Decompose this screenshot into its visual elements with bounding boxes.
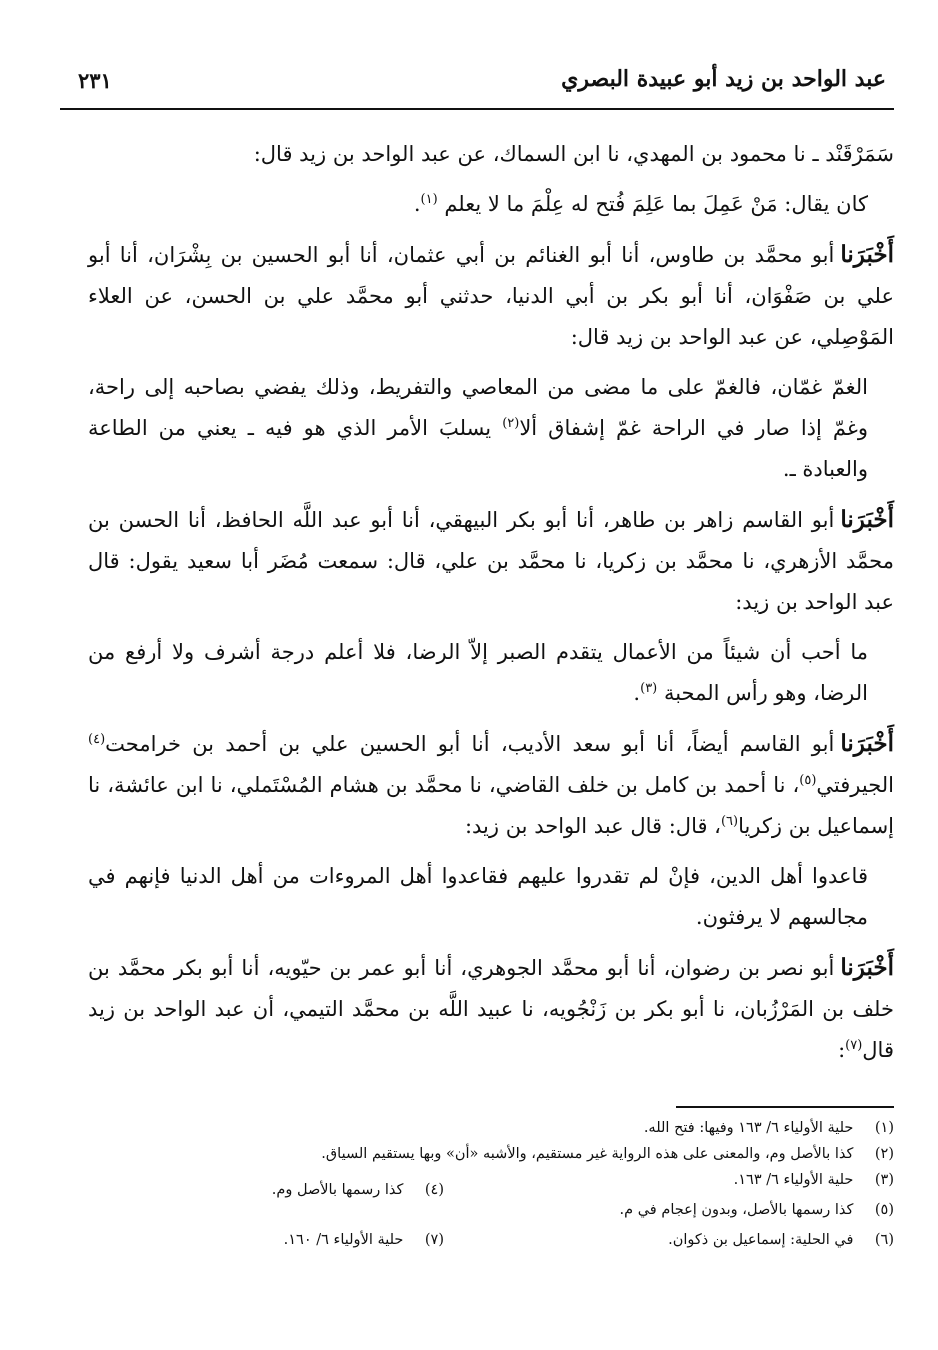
paragraph-text: ، نا أحمد بن كامل بن خلف القاضي، نا محمَّد بن هشام المُسْتَملي، نا ابن عائشة، نا إسماعيل بن زكريا xyxy=(88,773,894,838)
footnote-item xyxy=(321,1146,894,1162)
punctuation: . xyxy=(633,681,641,705)
paragraph-text: يسلبَ الأمر الذي هو فيه ـ يعني من الطاعة والعبادة ـ. xyxy=(88,416,868,481)
running-title: عبد الواحد بن زيد أبو عبيدة البصري xyxy=(561,66,886,92)
footnote-ref[interactable]: (٦) xyxy=(720,814,739,829)
main-text xyxy=(88,134,894,1080)
paragraph-text: الغمّ غمّان، فالغمّ على ما مضى من المعاصي والتفريط، وذلك يفضي بصاحبه إلى راحة، وغمّ إذا صار في الراحة غمّ إشفاق ألا xyxy=(88,375,868,440)
footnote-ref[interactable]: (٤) xyxy=(88,732,106,747)
footnote-number: (٢) xyxy=(874,1146,894,1162)
footnote-ref[interactable]: (٥) xyxy=(799,773,817,788)
isnad-paragraph xyxy=(88,234,894,358)
footnote-number: (٧) xyxy=(424,1232,444,1248)
akhbarana-heading: أَخْبَرَنا xyxy=(840,730,894,757)
footnote-text: حلية الأولياء ٦/ ١٦٠. xyxy=(283,1232,404,1248)
punctuation: : xyxy=(838,1038,846,1062)
quote-paragraph xyxy=(88,632,894,714)
paragraph-text: أبو نصر بن رضوان، أنا أبو محمَّد الجوهري، أنا أبو عمر بن حيّويه، أنا أبو بكر محمَّد بن خلف بن المَرْزُبان، نا أبو بكر بن زَنْجُويه، نا عبيد اللَّه بن محمَّد التيمي، أن عبد الواحد بن زيد قال xyxy=(88,956,894,1062)
paragraph-text: أبو القاسم أيضاً، أنا أبو سعد الأديب، أنا أبو الحسين علي بن أحمد بن خرامحت xyxy=(105,732,835,756)
quote-paragraph xyxy=(88,367,894,490)
footnote-text: كذا رسمها بالأصل، وبدون إعجام في م. xyxy=(619,1202,854,1218)
footnote-ref[interactable]: (٧) xyxy=(845,1038,863,1053)
footnote-text: حلية الأولياء ٦/ ١٦٣ وفيها: فتح الله. xyxy=(643,1120,854,1136)
footnote-number: (٣) xyxy=(874,1172,894,1188)
quote-paragraph xyxy=(88,856,894,938)
paragraph-continuation xyxy=(88,134,894,175)
footnote-ref[interactable]: (٣) xyxy=(640,681,658,696)
page-header xyxy=(60,62,894,110)
footnote-item xyxy=(734,1172,894,1188)
akhbarana-heading: أَخْبَرَنا xyxy=(840,506,894,533)
paragraph-text: الجيرفتي xyxy=(816,773,894,797)
footnote-item xyxy=(620,1202,894,1218)
footnote-number: (٦) xyxy=(874,1232,894,1248)
paragraph-text: أبو القاسم زاهر بن طاهر، أنا أبو بكر البيهقي، أنا أبو عبد اللَّه الحافظ، أنا الحسن بن محمَّد الأزهري، نا محمَّد بن زكريا، نا محمَّد بن علي، قال: سمعت مُضَر أبا سعيد يقول: قال عبد الواحد بن زيد: xyxy=(88,508,894,614)
quote-paragraph xyxy=(88,184,894,225)
paragraph-text: سَمَرْقَنْد ـ نا محمود بن المهدي، نا ابن السماك، عن عبد الواحد بن زيد قال: xyxy=(253,142,894,166)
footnote-ref[interactable]: (١) xyxy=(420,192,438,207)
akhbarana-heading: أَخْبَرَنا xyxy=(840,241,894,268)
footnote-number: (٥) xyxy=(874,1202,894,1218)
paragraph-text: أبو محمَّد بن طاوس، أنا أبو الغنائم بن أبي عثمان، أنا أبو الحسين بن بِشْرَان، أنا أبو علي بن صَفْوَان، أنا أبو بكر بن أبي الدنيا، حدثني أبو محمَّد علي بن الحسن، عن العلاء المَوْصِلي، عن عبد الواحد بن زيد قال: xyxy=(88,243,894,349)
footnote-number: (٤) xyxy=(424,1182,444,1198)
paragraph-text: ما أحب أن شيئاً من الأعمال يتقدم الصبر إلاّ الرضا، فلا أعلم درجة أشرف ولا أرفع من الرضا، وهو رأس المحبة xyxy=(88,640,868,705)
footnote-item xyxy=(668,1232,894,1248)
paragraph-text: ، قال: قال عبد الواحد بن زيد: xyxy=(464,814,721,838)
footnote-item xyxy=(272,1182,444,1198)
paragraph-text: قاعدوا أهل الدين، فإنْ لم تقدروا عليهم فقاعدوا أهل المروءات من أهل الدنيا فإنهم في مجالسهم لا يرفثون. xyxy=(88,864,868,929)
akhbarana-heading: أَخْبَرَنا xyxy=(840,954,894,981)
footnote-divider xyxy=(676,1106,894,1108)
punctuation: . xyxy=(413,192,421,216)
isnad-paragraph xyxy=(88,499,894,623)
footnote-ref[interactable]: (٢) xyxy=(502,416,520,431)
page-number: ٢٣١ xyxy=(78,68,112,93)
footnote-number: (١) xyxy=(874,1120,894,1136)
footnote-text: كذا بالأصل وم، والمعنى على هذه الرواية غير مستقيم، والأشبه «أن» وبها يستقيم السياق. xyxy=(321,1146,854,1162)
isnad-paragraph xyxy=(88,947,894,1071)
footnote-item xyxy=(284,1232,444,1248)
footnote-text: حلية الأولياء ٦/ ١٦٣. xyxy=(733,1172,854,1188)
isnad-paragraph xyxy=(88,723,894,847)
footnote-text: في الحلية: إسماعيل بن ذكوان. xyxy=(668,1232,854,1248)
paragraph-text: كان يقال: مَنْ عَمِلَ بما عَلِمَ فُتح له عِلْمَ ما لا يعلم xyxy=(444,192,868,216)
footnote-text: كذا رسمها بالأصل وم. xyxy=(271,1182,404,1198)
footnote-item xyxy=(644,1120,894,1136)
